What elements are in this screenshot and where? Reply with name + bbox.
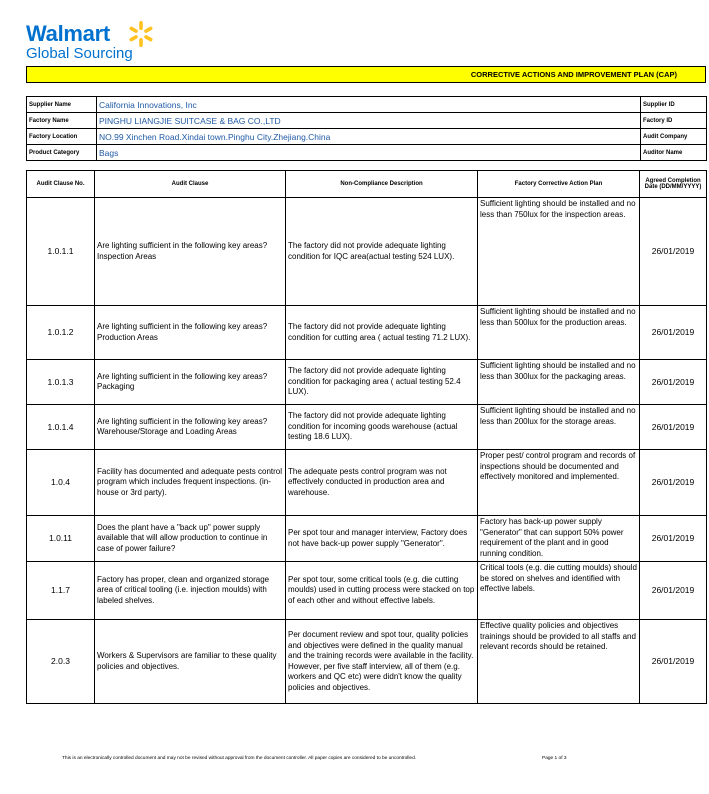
clause-cell: Are lighting sufficient in the following key areas? Inspection Areas bbox=[95, 198, 286, 306]
footer-note: This is an electronically controlled document and may not be revised without approval from the document controller. All paper copies are considered to be uncontrolled. bbox=[62, 756, 417, 761]
header-clause-no: Audit Clause No. bbox=[27, 171, 95, 198]
page-number: Page 1 of 3 bbox=[542, 756, 567, 761]
description-cell: The adequate pests control program was not effectively conducted in production area and warehouse. bbox=[286, 450, 478, 516]
clause-no-cell: 1.0.11 bbox=[27, 516, 95, 562]
clause-cell: Facility has documented and adequate pests control program which includes frequent inspections. (in-house or 3rd party). bbox=[95, 450, 286, 516]
header-completion-date: Agreed Completion Date (DD/MM/YYYY) bbox=[640, 171, 707, 198]
completion-date-cell: 26/01/2019 bbox=[640, 562, 707, 620]
factory-name-label: Factory Name bbox=[27, 113, 97, 129]
clause-cell: Are lighting sufficient in the following key areas? Warehouse/Storage and Loading Areas bbox=[95, 405, 286, 450]
table-row bbox=[27, 450, 707, 516]
description-cell: Per document review and spot tour, quality policies and objectives were defined in the quality manual and the training records were available in the facility. However, per five staff interview, all of them (e.g. workers and QC etc) were didn't know the quality policies and objectives. bbox=[286, 620, 478, 704]
action-plan-cell: Sufficient lighting should be installed and no less than 500lux for the production areas. bbox=[478, 306, 640, 360]
supplier-info-table bbox=[26, 96, 707, 161]
supplier-name-label: Supplier Name bbox=[27, 97, 97, 113]
auditor-name-label: Auditor Name bbox=[641, 145, 707, 161]
completion-date-cell: 26/01/2019 bbox=[640, 450, 707, 516]
header-clause: Audit Clause bbox=[95, 171, 286, 198]
clause-cell: Does the plant have a "back up" power supply available that will allow production to continue in case of power failure? bbox=[95, 516, 286, 562]
table-row bbox=[27, 198, 707, 306]
product-category-value: Bags bbox=[97, 145, 641, 161]
action-plan-cell: Sufficient lighting should be installed and no less than 300lux for the packaging areas. bbox=[478, 360, 640, 405]
action-plan-cell: Factory has back-up power supply "Generator" that can support 50% power requirement of the plant and in good running condition. bbox=[478, 516, 640, 562]
completion-date-cell: 26/01/2019 bbox=[640, 198, 707, 306]
cap-header-row bbox=[27, 171, 707, 198]
table-row bbox=[27, 562, 707, 620]
action-plan-cell: Effective quality policies and objectives trainings should be provided to all staffs and relevant records should be retained. bbox=[478, 620, 640, 704]
header-description: Non-Compliance Description bbox=[286, 171, 478, 198]
factory-id-label: Factory ID bbox=[641, 113, 707, 129]
supplier-id-label: Supplier ID bbox=[641, 97, 707, 113]
action-plan-cell: Sufficient lighting should be installed and no less than 750lux for the inspection areas. bbox=[478, 198, 640, 306]
table-row bbox=[27, 620, 707, 704]
clause-no-cell: 1.0.1.1 bbox=[27, 198, 95, 306]
audit-company-label: Audit Company bbox=[641, 129, 707, 145]
clause-cell: Are lighting sufficient in the following key areas? Production Areas bbox=[95, 306, 286, 360]
completion-date-cell: 26/01/2019 bbox=[640, 405, 707, 450]
action-plan-cell: Critical tools (e.g. die cutting moulds) should be stored on shelves and identified with effective labels. bbox=[478, 562, 640, 620]
clause-no-cell: 1.0.1.2 bbox=[27, 306, 95, 360]
clause-no-cell: 2.0.3 bbox=[27, 620, 95, 704]
clause-cell: Factory has proper, clean and organized storage area of critical tooling (i.e. injection moulds) with labeled shelves. bbox=[95, 562, 286, 620]
description-cell: The factory did not provide adequate lighting condition for incoming goods warehouse (actual testing 18.6 LUX). bbox=[286, 405, 478, 450]
product-category-label: Product Category bbox=[27, 145, 97, 161]
action-plan-cell: Proper pest/ control program and records of inspections should be documented and effectively monitored and implemented. bbox=[478, 450, 640, 516]
walmart-logo bbox=[26, 23, 133, 62]
description-cell: The factory did not provide adequate lighting condition for packaging area ( actual testing 52.4 LUX). bbox=[286, 360, 478, 405]
description-cell: Per spot tour, some critical tools (e.g. die cutting moulds) used in cutting process were stacked on top of each other and without effective labels. bbox=[286, 562, 478, 620]
table-row bbox=[27, 516, 707, 562]
clause-no-cell: 1.0.1.3 bbox=[27, 360, 95, 405]
action-plan-cell: Sufficient lighting should be installed and no less than 200lux for the storage areas. bbox=[478, 405, 640, 450]
logo-subtitle: Global Sourcing bbox=[26, 45, 133, 62]
supplier-name-row bbox=[27, 97, 707, 113]
clause-no-cell: 1.1.7 bbox=[27, 562, 95, 620]
description-cell: The factory did not provide adequate lighting condition for cutting area ( actual testing 71.2 LUX). bbox=[286, 306, 478, 360]
product-category-row bbox=[27, 145, 707, 161]
completion-date-cell: 26/01/2019 bbox=[640, 620, 707, 704]
factory-location-value: NO.99 Xinchen Road.Xindai town.Pinghu City.Zhejiang.China bbox=[97, 129, 641, 145]
factory-location-label: Factory Location bbox=[27, 129, 97, 145]
document-title: CORRECTIVE ACTIONS AND IMPROVEMENT PLAN (CAP) bbox=[26, 66, 706, 83]
factory-location-row bbox=[27, 129, 707, 145]
table-row bbox=[27, 405, 707, 450]
table-row bbox=[27, 306, 707, 360]
clause-cell: Workers & Supervisors are familiar to these quality policies and objectives. bbox=[95, 620, 286, 704]
supplier-name-value: California Innovations, Inc bbox=[97, 97, 641, 113]
factory-name-row bbox=[27, 113, 707, 129]
description-cell: Per spot tour and manager interview, Factory does not have back-up power supply "Generator". bbox=[286, 516, 478, 562]
description-cell: The factory did not provide adequate lighting condition for IQC area(actual testing 524 LUX). bbox=[286, 198, 478, 306]
clause-cell: Are lighting sufficient in the following key areas? Packaging bbox=[95, 360, 286, 405]
completion-date-cell: 26/01/2019 bbox=[640, 306, 707, 360]
clause-no-cell: 1.0.4 bbox=[27, 450, 95, 516]
completion-date-cell: 26/01/2019 bbox=[640, 360, 707, 405]
logo-brand: Walmart bbox=[26, 21, 110, 46]
spark-icon bbox=[127, 21, 155, 47]
cap-table bbox=[26, 170, 707, 704]
header-action-plan: Factory Corrective Action Plan bbox=[478, 171, 640, 198]
clause-no-cell: 1.0.1.4 bbox=[27, 405, 95, 450]
table-row bbox=[27, 360, 707, 405]
factory-name-value: PINGHU LIANGJIE SUITCASE & BAG CO.,LTD bbox=[97, 113, 641, 129]
completion-date-cell: 26/01/2019 bbox=[640, 516, 707, 562]
